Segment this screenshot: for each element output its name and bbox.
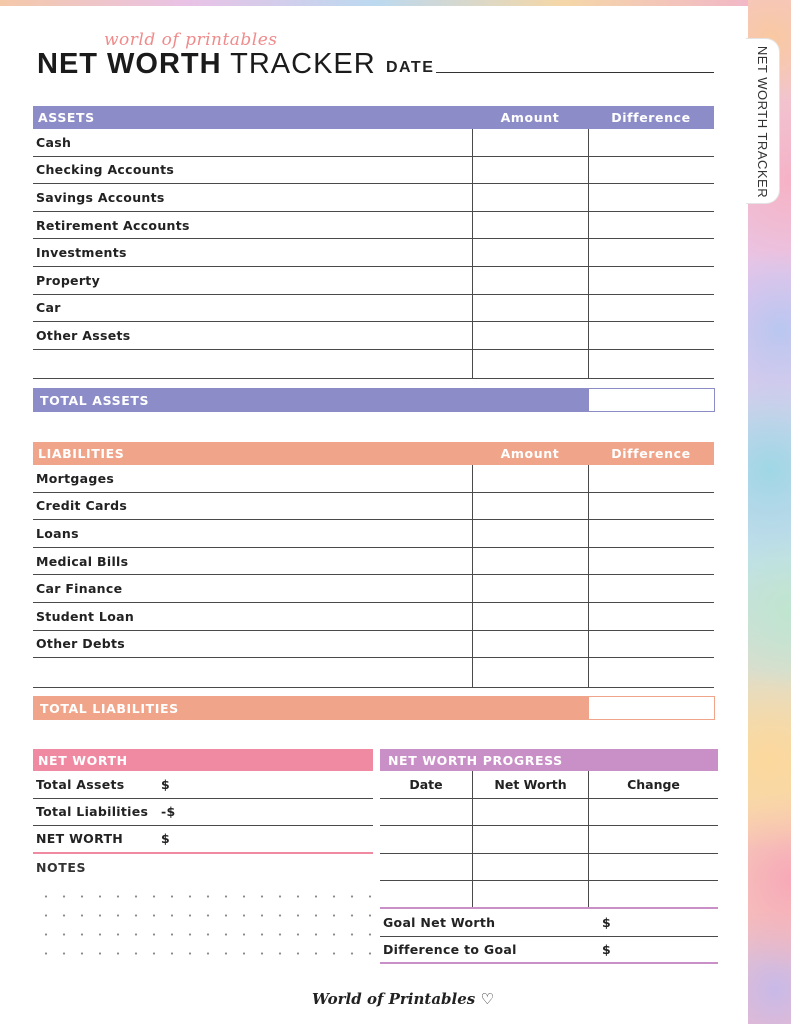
net-worth-cell[interactable] <box>472 854 588 881</box>
table-row <box>380 854 718 882</box>
net-worth-row-label: Total Assets <box>36 776 125 792</box>
amount-cell[interactable] <box>472 493 588 520</box>
row-label[interactable] <box>33 350 472 378</box>
table-row <box>33 658 714 688</box>
liabilities-title: LIABILITIES <box>38 446 125 461</box>
row-label: Investments <box>36 245 127 261</box>
amount-cell[interactable] <box>472 350 588 378</box>
table-row <box>33 520 714 548</box>
total-assets-bar <box>33 388 715 412</box>
amount-cell[interactable] <box>472 548 588 575</box>
table-row <box>33 465 714 493</box>
net-worth-cell[interactable] <box>472 881 588 907</box>
table-row <box>380 881 718 909</box>
difference-cell[interactable] <box>588 493 714 520</box>
page-title <box>37 48 376 81</box>
amount-cell[interactable] <box>472 295 588 322</box>
difference-cell[interactable] <box>588 548 714 575</box>
amount-cell[interactable] <box>472 184 588 211</box>
goal-row[interactable] <box>380 909 718 937</box>
table-row <box>33 603 714 631</box>
amount-cell[interactable] <box>472 322 588 349</box>
goal-row-value: $ <box>602 941 611 957</box>
goal-row-label: Difference to Goal <box>383 941 517 957</box>
net-worth-row[interactable] <box>33 826 373 854</box>
table-row <box>33 184 714 212</box>
table-row <box>380 826 718 854</box>
difference-cell[interactable] <box>588 129 714 156</box>
footer-brand-text: World of Printables <box>312 990 476 1008</box>
row-label: Property <box>36 272 101 288</box>
heart-icon: ♡ <box>480 990 494 1008</box>
liabilities-header <box>33 442 714 465</box>
goal-row-value: $ <box>602 914 611 930</box>
assets-table <box>33 106 714 379</box>
assets-title: ASSETS <box>38 110 95 125</box>
row-label[interactable] <box>33 658 472 687</box>
difference-cell[interactable] <box>588 267 714 294</box>
progress-date-header: Date <box>409 776 443 792</box>
table-row <box>33 548 714 576</box>
table-row <box>33 322 714 350</box>
amount-cell[interactable] <box>472 239 588 266</box>
difference-cell[interactable] <box>588 157 714 184</box>
progress-column-headers <box>380 771 718 799</box>
footer-brand-logo <box>312 990 494 1008</box>
difference-cell[interactable] <box>588 212 714 239</box>
row-label: Student Loan <box>36 608 135 624</box>
table-row <box>33 493 714 521</box>
amount-cell[interactable] <box>472 465 588 492</box>
table-row <box>33 575 714 603</box>
notes-dot-grid[interactable] <box>37 887 373 967</box>
total-liabilities-bar <box>33 696 715 720</box>
table-row <box>33 157 714 185</box>
assets-amount-header: Amount <box>500 110 560 125</box>
assets-difference-header: Difference <box>611 110 691 125</box>
difference-cell[interactable] <box>588 631 714 658</box>
table-row <box>33 129 714 157</box>
total-liabilities-label: TOTAL LIABILITIES <box>33 696 588 720</box>
amount-cell[interactable] <box>472 520 588 547</box>
difference-cell[interactable] <box>588 520 714 547</box>
date-cell[interactable] <box>380 826 472 853</box>
difference-cell[interactable] <box>588 465 714 492</box>
table-row <box>33 631 714 659</box>
amount-cell[interactable] <box>472 575 588 602</box>
net-worth-row-value: $ <box>161 831 170 847</box>
amount-cell[interactable] <box>472 157 588 184</box>
amount-cell[interactable] <box>472 129 588 156</box>
difference-cell[interactable] <box>588 603 714 630</box>
row-label: Savings Accounts <box>36 189 165 205</box>
date-cell[interactable] <box>380 799 472 826</box>
liabilities-table <box>33 442 714 688</box>
net-worth-row-value: $ <box>161 776 170 792</box>
total-assets-label: TOTAL ASSETS <box>33 388 588 412</box>
net-worth-cell[interactable] <box>472 826 588 853</box>
title-bold: NET WORTH <box>37 48 222 80</box>
difference-cell[interactable] <box>588 350 714 378</box>
net-worth-row[interactable] <box>33 799 373 827</box>
table-row <box>33 239 714 267</box>
difference-cell[interactable] <box>588 658 714 687</box>
row-label: Car Finance <box>36 581 123 597</box>
table-row <box>380 799 718 827</box>
difference-cell[interactable] <box>588 575 714 602</box>
total-liabilities-value-box[interactable] <box>588 696 715 720</box>
change-cell[interactable] <box>588 799 718 826</box>
table-row <box>33 350 714 379</box>
net-worth-row-label: Total Liabilities <box>36 804 149 820</box>
liabilities-difference-header: Difference <box>611 446 691 461</box>
difference-cell[interactable] <box>588 239 714 266</box>
top-color-stripe <box>0 0 748 6</box>
amount-cell[interactable] <box>472 658 588 687</box>
date-label: DATE <box>386 59 435 76</box>
notes-label: NOTES <box>36 860 87 875</box>
difference-cell[interactable] <box>588 295 714 322</box>
change-cell[interactable] <box>588 826 718 853</box>
row-label: Car <box>36 300 61 316</box>
title-light: TRACKER <box>230 48 376 80</box>
change-cell[interactable] <box>588 854 718 881</box>
date-cell[interactable] <box>380 881 472 907</box>
difference-cell[interactable] <box>588 322 714 349</box>
row-label: Other Debts <box>36 636 126 652</box>
row-label: Checking Accounts <box>36 162 175 178</box>
brand-script-logo: world of printables <box>104 30 278 50</box>
row-label: Mortgages <box>36 470 115 486</box>
row-label: Retirement Accounts <box>36 217 190 233</box>
net-worth-row[interactable] <box>33 771 373 799</box>
change-cell[interactable] <box>588 881 718 907</box>
amount-cell[interactable] <box>472 603 588 630</box>
row-label: Loans <box>36 525 79 541</box>
progress-change-header: Change <box>588 771 718 798</box>
date-field[interactable] <box>436 72 714 73</box>
side-index-tab[interactable] <box>746 38 780 204</box>
goal-row-label: Goal Net Worth <box>383 914 496 930</box>
net-worth-section <box>33 749 373 854</box>
table-row <box>33 267 714 295</box>
net-worth-row-label: NET WORTH <box>36 831 124 847</box>
net-worth-row-value: -$ <box>161 804 176 820</box>
amount-cell[interactable] <box>472 631 588 658</box>
total-assets-value-box[interactable] <box>588 388 715 412</box>
net-worth-progress-section <box>380 749 718 964</box>
progress-net-worth-header: Net Worth <box>472 771 588 798</box>
difference-cell[interactable] <box>588 184 714 211</box>
row-label: Credit Cards <box>36 498 128 514</box>
amount-cell[interactable] <box>472 267 588 294</box>
net-worth-cell[interactable] <box>472 799 588 826</box>
net-worth-header: NET WORTH <box>33 749 373 771</box>
progress-header: NET WORTH PROGRESS <box>380 749 718 771</box>
liabilities-amount-header: Amount <box>500 446 560 461</box>
date-cell[interactable] <box>380 854 472 881</box>
row-label: Cash <box>36 134 72 150</box>
table-row <box>33 212 714 240</box>
table-row <box>33 295 714 323</box>
assets-header <box>33 106 714 129</box>
amount-cell[interactable] <box>472 212 588 239</box>
side-tab-label: NET WORTH TRACKER <box>755 45 771 199</box>
row-label: Medical Bills <box>36 553 129 569</box>
goal-row[interactable] <box>380 937 718 965</box>
row-label: Other Assets <box>36 327 131 343</box>
